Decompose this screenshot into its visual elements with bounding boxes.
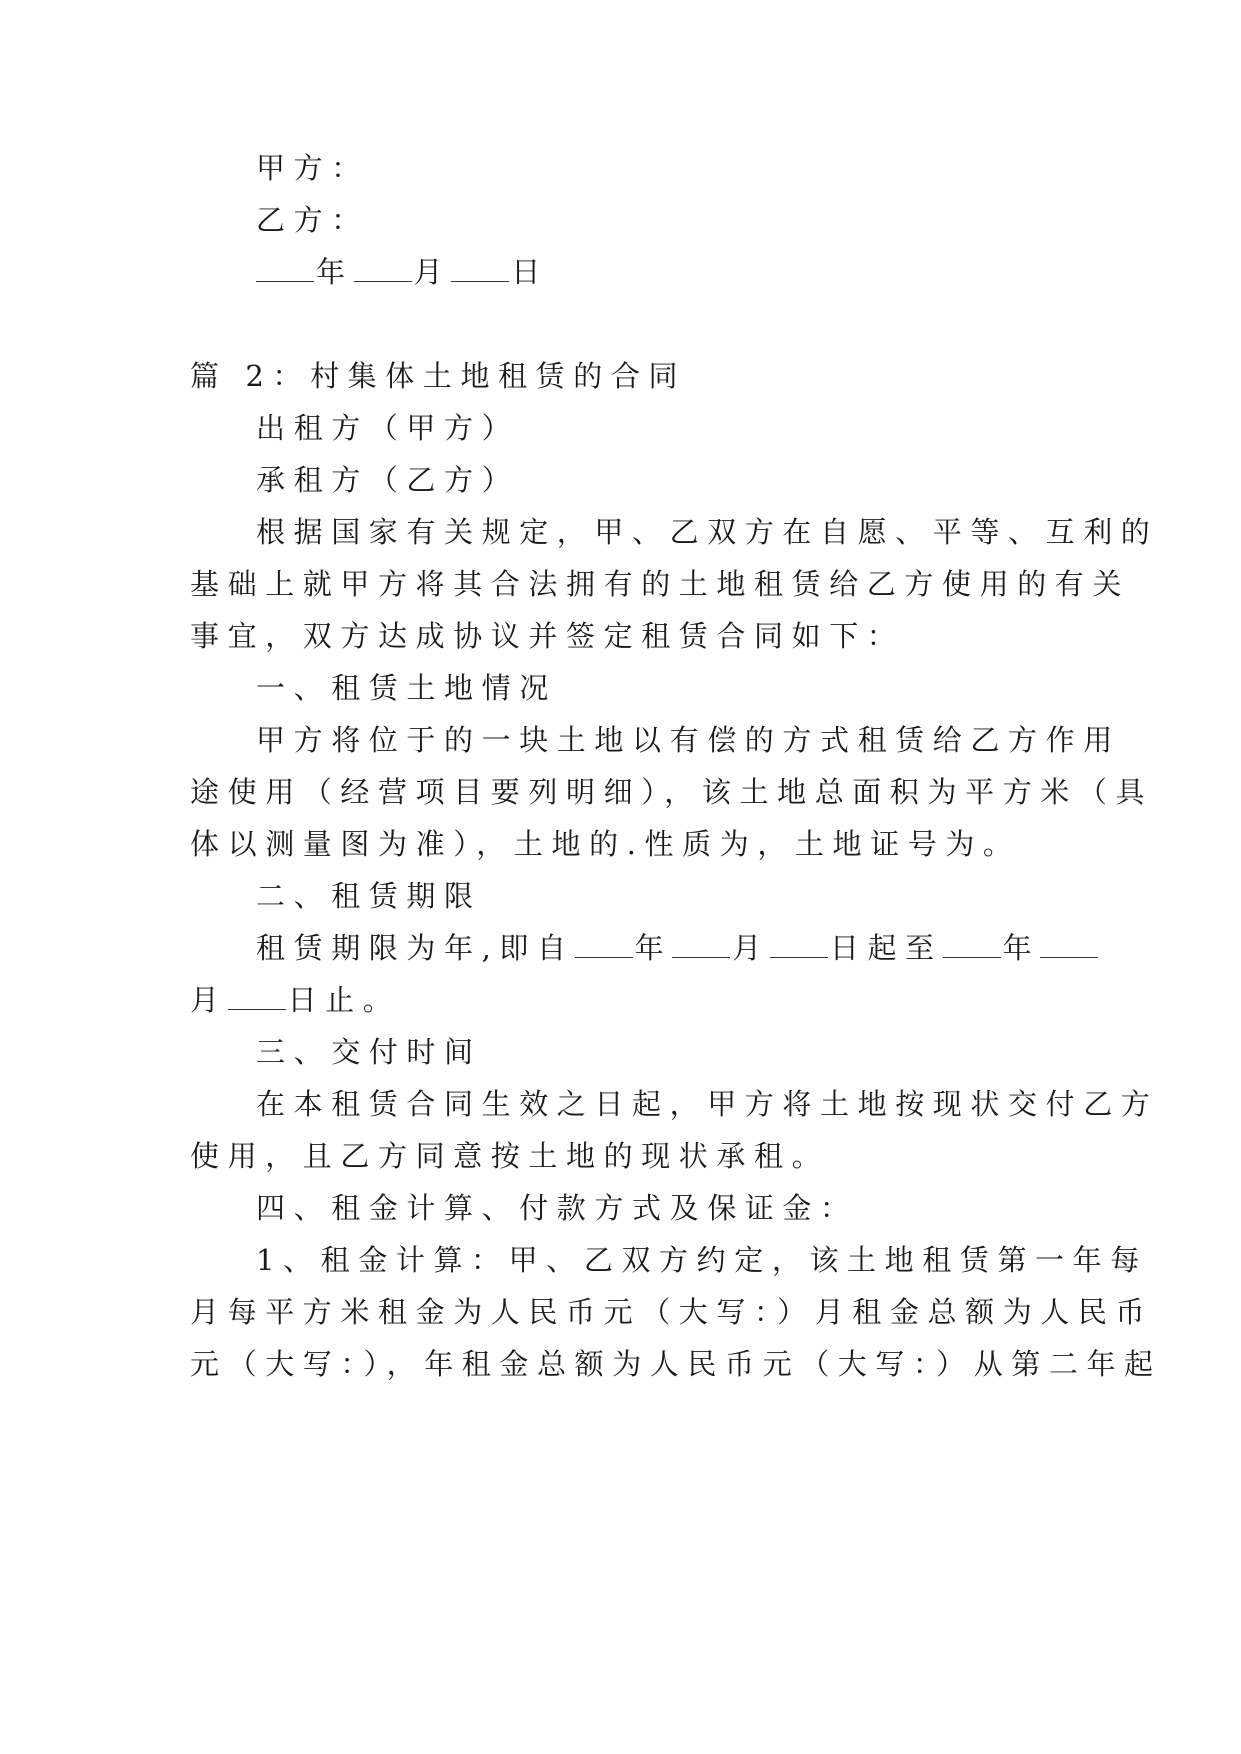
start-month-label: 月 (732, 931, 770, 965)
term-end-label: 日止。 (287, 983, 401, 1017)
section-1-heading: 一、租赁土地情况 (256, 671, 557, 705)
start-day-label: 日起至 (829, 931, 943, 965)
year-label: 年 (316, 255, 354, 289)
month-blank (354, 255, 412, 282)
party-b-signature-label: 乙方： (256, 203, 369, 237)
lessee-label: 承租方（乙方） (256, 463, 520, 497)
section-2-heading: 二、租赁期限 (256, 879, 482, 913)
end-year-label: 年 (1002, 931, 1041, 965)
end-year-blank (943, 931, 1001, 958)
month-label: 月 (413, 255, 452, 289)
party-a-signature-label: 甲方： (256, 151, 369, 185)
signature-date-line (256, 252, 1116, 292)
end-month-label: 月 (190, 983, 228, 1017)
section-3-line-1: 在本租赁合同生效之日起，甲方将土地按现状交付乙方 (256, 1087, 1159, 1121)
section-2-line-1 (256, 928, 1116, 968)
section-4-line-3: 元（大写：），年租金总额为人民币元（大写：）从第二年起 (190, 1347, 1162, 1381)
section-1-line-2: 途使用（经营项目要列明细），该土地总面积为平方米（具 (190, 775, 1154, 809)
intro-paragraph-line-2: 基础上就甲方将其合法拥有的土地租赁给乙方使用的有关 (190, 567, 1131, 601)
intro-paragraph-line-3: 事宜，双方达成协议并签定租赁合同如下： (190, 619, 905, 653)
term-prefix: 租赁期限为年,即自 (256, 931, 575, 965)
day-blank (451, 255, 509, 282)
start-day-blank (770, 931, 828, 958)
section-4-line-1: 1、租金计算：甲、乙双方约定，该土地租赁第一年每 (256, 1243, 1148, 1277)
day-label: 日 (511, 255, 549, 289)
section-1-line-3: 体以测量图为准），土地的.性质为，土地证号为。 (190, 827, 1021, 861)
section-2-line-2 (190, 980, 1050, 1020)
start-month-blank (672, 931, 730, 958)
section-4-line-2: 月每平方米租金为人民币元（大写：）月租金总额为人民币 (190, 1295, 1154, 1329)
start-year-blank (575, 931, 633, 958)
lessor-label: 出租方（甲方） (256, 411, 520, 445)
section-4-heading: 四、租金计算、付款方式及保证金： (256, 1191, 858, 1225)
year-blank (256, 255, 314, 282)
end-day-blank (228, 983, 286, 1010)
intro-paragraph-line-1: 根据国家有关规定，甲、乙双方在自愿、平等、互利的 (256, 515, 1159, 549)
section-1-line-1: 甲方将位于的一块土地以有偿的方式租赁给乙方作用 (256, 723, 1121, 757)
article-title: 篇 2：村集体土地租赁的合同 (190, 359, 687, 393)
section-3-heading: 三、交付时间 (256, 1035, 482, 1069)
section-3-line-2: 使用，且乙方同意按土地的现状承租。 (190, 1139, 830, 1173)
end-month-blank (1040, 931, 1098, 958)
start-year-label: 年 (634, 931, 673, 965)
